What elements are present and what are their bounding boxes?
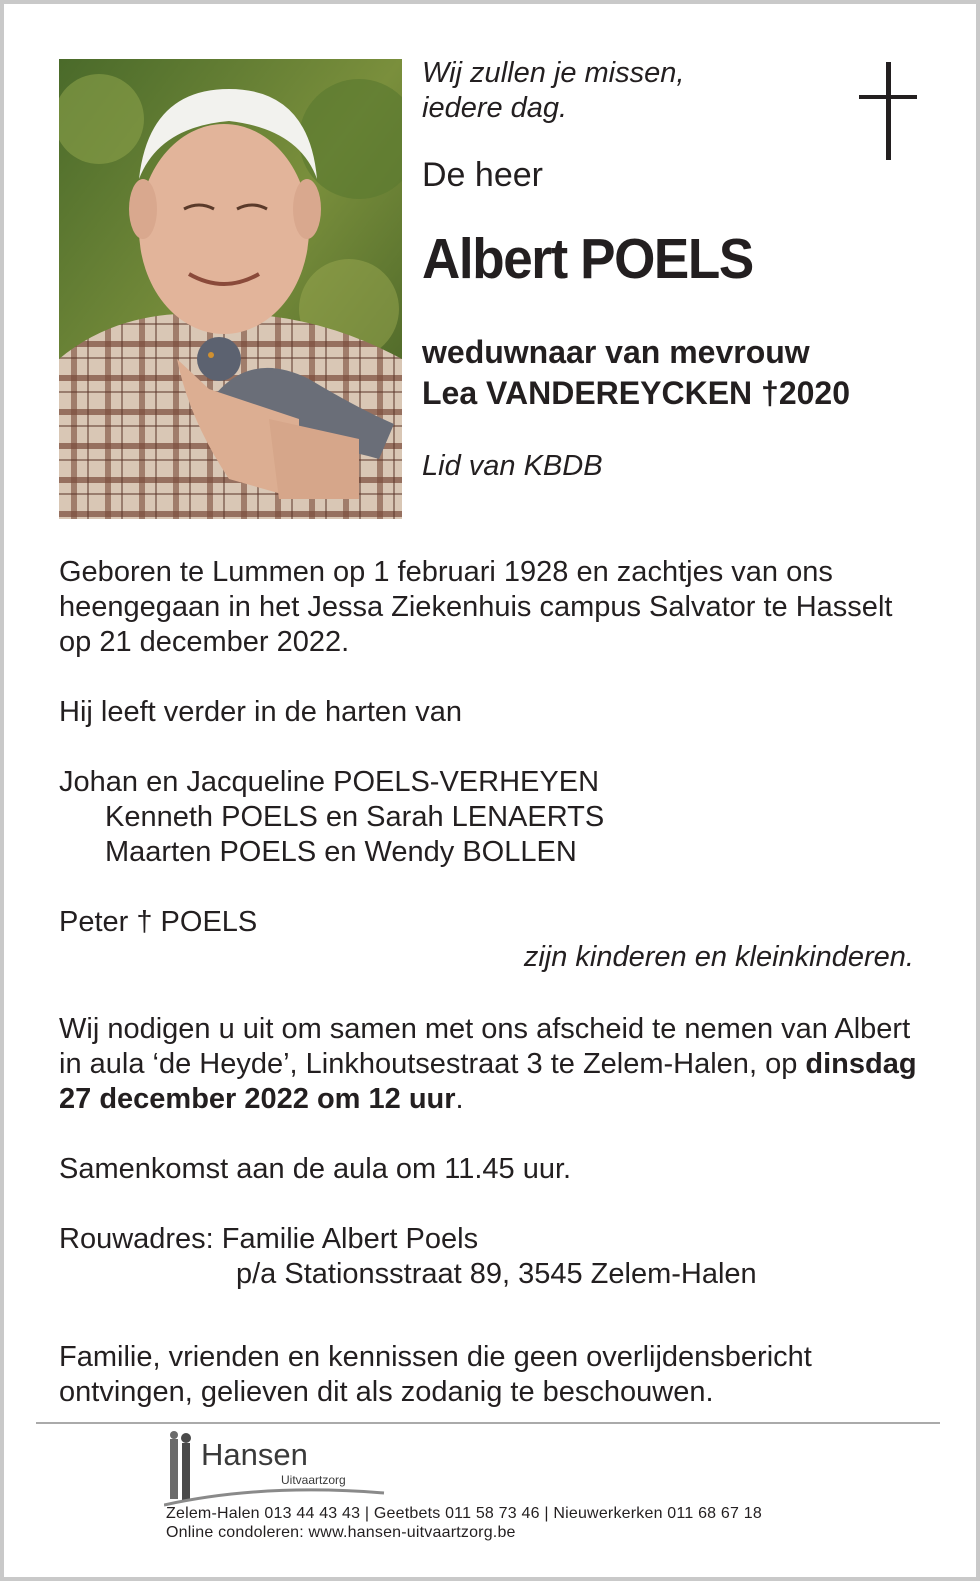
funeral-home-name: Hansen <box>201 1437 308 1472</box>
family-list <box>59 765 919 870</box>
motto <box>422 56 684 126</box>
family-child: Peter † POELS <box>59 906 258 938</box>
portrait-photo <box>59 59 402 519</box>
spouse-line: Lea VANDEREYCKEN †2020 <box>422 375 851 411</box>
deceased-name: Albert POELS <box>422 227 753 291</box>
motto-line: iedere dag. <box>422 92 568 124</box>
birth-death-paragraph: Geboren te Lummen op 1 februari 1928 en zachtjes van ons heengegaan in het Jessa Ziekenhuis campus Salvator te Hasselt op 21 december 2022. <box>59 556 893 658</box>
cross-icon <box>859 62 919 162</box>
family-closing: zijn kinderen en kleinkinderen. <box>523 941 914 973</box>
invitation-text: Wij nodigen u uit om samen met ons afscheid te nemen van Albert in aula ‘de Heyde’, Linkhoutsestraat 3 te Zelem-Halen, <box>59 1013 911 1080</box>
mourning-address <box>59 1222 919 1292</box>
lives-on-text: Hij leeft verder in de harten van <box>59 696 462 728</box>
invitation-paragraph <box>59 1012 919 1117</box>
contact-online: Online condoleren: www.hansen-uitvaartzorg.be <box>166 1524 516 1541</box>
funeral-home-logo <box>164 1429 394 1509</box>
family-grandchild: Kenneth POELS en Sarah LENAERTS <box>105 801 605 833</box>
contact-phones: Zelem-Halen 013 44 43 43 | Geetbets 011 58 73 46 | Nieuwerkerken 011 68 67 18 <box>166 1505 762 1522</box>
contact-info <box>166 1504 762 1542</box>
salutation: De heer <box>422 156 543 194</box>
portrait-illustration <box>59 59 402 519</box>
family-grandchild: Maarten POELS en Wendy BOLLEN <box>105 836 577 868</box>
spouse-line: weduwnaar van mevrouw <box>422 334 810 370</box>
membership: Lid van KBDB <box>422 450 603 482</box>
address-line: p/a Stationsstraat 89, 3545 Zelem-Halen <box>236 1258 757 1290</box>
spouse-info <box>422 332 850 414</box>
address-label: Rouwadres: Familie Albert Poels <box>59 1223 479 1255</box>
invitation-suffix: . <box>455 1083 464 1115</box>
motto-line: Wij zullen je missen, <box>422 57 685 89</box>
family-child: Johan en Jacqueline POELS-VERHEYEN <box>59 766 600 798</box>
notice-paragraph: Familie, vrienden en kennissen die geen overlijdensbericht ontvingen, gelieven dit als zodanig te beschouwen. <box>59 1341 812 1408</box>
divider <box>36 1422 940 1424</box>
gathering-text: Samenkomst aan de aula om 11.45 uur. <box>59 1153 572 1185</box>
invitation-prefix: op <box>765 1048 798 1080</box>
invitation-date: dinsdag 27 december 2022 om 12 uur <box>59 1048 917 1115</box>
funeral-home-subtitle: Uitvaartzorg <box>281 1473 346 1487</box>
